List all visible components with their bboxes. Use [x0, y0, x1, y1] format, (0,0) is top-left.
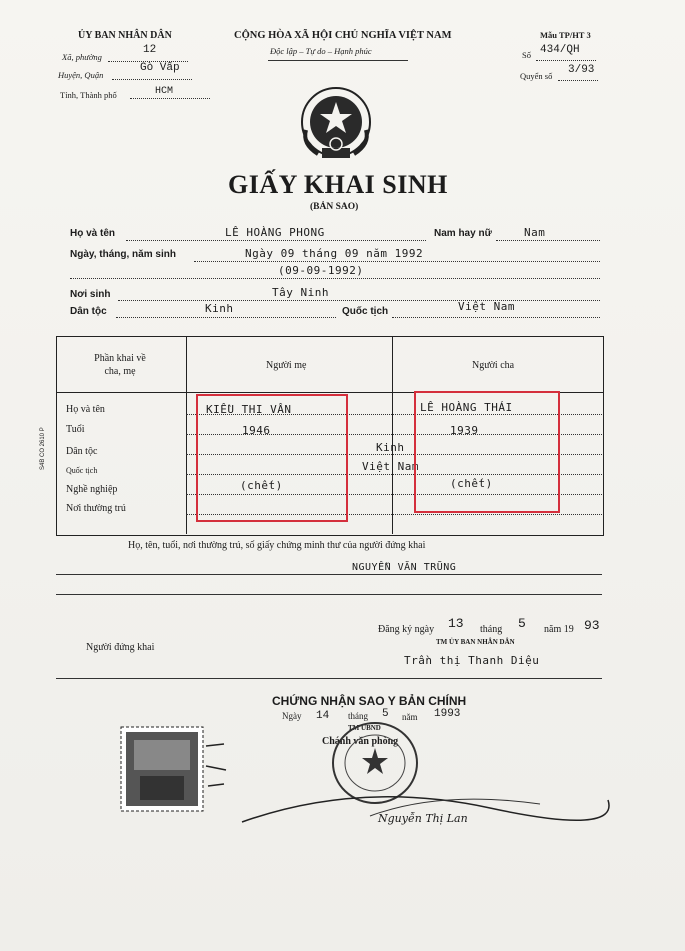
- row-label-occupation: Nghề nghiệp: [66, 484, 118, 495]
- row-label-nationality: Quốc tịch: [66, 466, 98, 475]
- declarant-label: Người đứng khai: [86, 642, 155, 653]
- registration-day: 13: [448, 616, 464, 631]
- registration-authority: TM ỦY BAN NHÂN DÂN: [436, 638, 515, 646]
- table-header-father: Người cha: [472, 360, 515, 371]
- sex-value: Nam: [524, 226, 546, 239]
- registration-signer: Trần thị Thanh Diệu: [404, 654, 540, 667]
- shared-ethnic: Kinh: [376, 441, 405, 454]
- nationality-label: Quốc tịch: [342, 306, 389, 317]
- child-name-label: Họ và tên: [70, 228, 116, 239]
- book-label: Quyển số: [520, 71, 553, 81]
- district-label: Huyện, Quận: [58, 70, 104, 80]
- certification-title: CHỨNG NHẬN SAO Y BẢN CHÍNH: [272, 694, 467, 708]
- table-header-parents: Phần khai về cha, mẹ: [94, 353, 146, 377]
- national-emblem-icon: [296, 82, 376, 164]
- number-label: Số: [522, 50, 531, 60]
- sex-label: Nam hay nữ: [434, 228, 492, 239]
- pob-value: Tây Ninh: [272, 286, 329, 299]
- dob-numeric: (09-09-1992): [278, 264, 364, 277]
- document-title: GIẤY KHAI SINH: [228, 170, 448, 199]
- row-label-age: Tuổi: [66, 424, 85, 435]
- number-value: 434/QH: [540, 44, 580, 56]
- registration-prefix: Đăng ký ngày: [378, 624, 435, 635]
- father-age: 1939: [450, 424, 479, 437]
- republic-title: CỘNG HÒA XÃ HỘI CHỦ NGHĨA VIỆT NAM: [234, 30, 452, 41]
- certification-signer: Nguyễn Thị Lan: [378, 812, 468, 825]
- declarant-value: NGUYỄN VĂN TRŨNG: [352, 562, 457, 573]
- motto: Độc lập – Tự do – Hạnh phúc: [270, 46, 372, 56]
- ethnic-value: Kinh: [205, 302, 234, 315]
- mother-age: 1946: [242, 424, 271, 437]
- mother-highlight-box: [196, 394, 348, 522]
- registration-month-label: tháng: [480, 624, 503, 635]
- nationality-value: Việt Nam: [458, 300, 515, 313]
- certification-year-label: năm: [402, 712, 418, 722]
- declarant-caption: Họ, tên, tuổi, nơi thường trú, số giấy chứng minh thư của người đứng khai: [128, 540, 426, 551]
- row-label-name: Họ và tên: [66, 404, 105, 415]
- shared-nationality: Việt Nam: [362, 460, 419, 473]
- registration-year: 93: [584, 618, 600, 633]
- ethnic-label: Dân tộc: [70, 306, 107, 317]
- father-name: LÊ HOÀNG THÁI: [420, 401, 513, 414]
- dob-label: Ngày, tháng, năm sinh: [70, 249, 176, 260]
- ward-value: 12: [143, 44, 157, 56]
- ward-label: Xã, phường: [62, 52, 102, 62]
- table-header-mother: Người mẹ: [266, 360, 307, 371]
- row-label-ethnic: Dân tộc: [66, 446, 98, 457]
- mother-status: (chết): [240, 479, 283, 492]
- pob-label: Nơi sinh: [70, 289, 111, 300]
- certification-year: 1993: [434, 708, 461, 720]
- certification-org: TM UBND: [348, 724, 381, 732]
- registration-year-label: năm 19: [544, 624, 574, 635]
- district-value: Gò Vấp: [140, 62, 180, 74]
- certification-month-label: tháng: [348, 711, 368, 721]
- side-print-code: S4B CO 2610 P: [40, 427, 46, 470]
- province-value: HCM: [155, 86, 174, 97]
- certification-month: 5: [382, 708, 389, 720]
- mother-name: KIỀU THỊ VÂN: [206, 403, 292, 416]
- row-label-residence: Nơi thường trú: [66, 503, 126, 514]
- document-subtitle: (BẢN SAO): [310, 202, 359, 212]
- certification-day: 14: [316, 710, 330, 722]
- revenue-stamp-icon: [120, 726, 228, 812]
- certification-date-prefix: Ngày: [282, 711, 302, 721]
- dob-value: Ngày 09 tháng 09 năm 1992: [245, 247, 424, 260]
- registration-month: 5: [518, 616, 526, 631]
- father-highlight-box: [414, 391, 560, 513]
- province-label: Tỉnh, Thành phố: [60, 90, 117, 100]
- book-value: 3/93: [568, 64, 595, 76]
- certification-role: Chánh văn phòng: [322, 736, 399, 747]
- committee-label: ỦY BAN NHÂN DÂN: [78, 30, 172, 41]
- father-status: (chết): [450, 477, 493, 490]
- child-name-value: LÊ HOÀNG PHONG: [225, 226, 325, 239]
- form-code: Mẫu TP/HT 3: [540, 30, 591, 40]
